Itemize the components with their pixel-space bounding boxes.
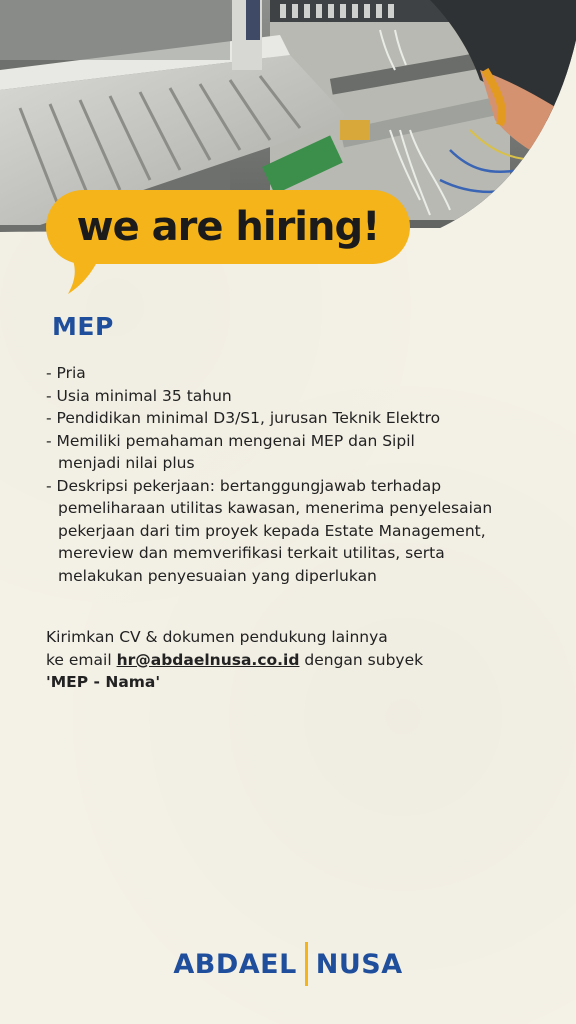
email-link[interactable]: hr@abdaelnusa.co.id — [116, 650, 300, 669]
requirement-item-continued: menjadi nilai plus — [58, 454, 195, 472]
brand-name-right: NUSA — [315, 948, 403, 980]
requirement-item: - Pendidikan minimal D3/S1, jurusan Teknik Elektro — [46, 409, 441, 427]
requirement-item-continued: pemeliharaan utilitas kawasan, menerima penyelesaian — [58, 499, 493, 517]
bubble-tail — [62, 250, 108, 296]
requirement-item: - Pria — [46, 364, 86, 382]
hiring-headline: we are hiring! — [76, 204, 380, 250]
requirement-item: - Memiliki pemahaman mengenai MEP dan Sipil — [46, 431, 415, 450]
requirement-item-continued: mereview dan memverifikasi terkait utilitas, serta — [58, 544, 445, 562]
email-subject: 'MEP - Nama' — [46, 673, 161, 691]
contact-info — [46, 626, 526, 694]
requirement-item: - Deskripsi pekerjaan: bertanggungjawab terhadap — [46, 476, 442, 495]
job-title: MEP — [52, 312, 114, 341]
requirement-item-continued: pekerjaan dari tim proyek kepada Estate Management, — [58, 521, 486, 540]
contact-line-1: Kirimkan CV & dokumen pendukung lainnya — [46, 628, 388, 646]
requirement-item: - Usia minimal 35 tahun — [46, 386, 232, 405]
brand-logo — [0, 940, 576, 988]
contact-suffix: dengan subyek — [299, 650, 424, 669]
requirements-list — [46, 362, 516, 587]
contact-line-2 — [46, 649, 526, 672]
requirement-item-continued: melakukan penyesuaian yang diperlukan — [58, 566, 377, 585]
brand-divider — [305, 942, 308, 986]
contact-prefix: ke email — [46, 650, 117, 669]
brand-name-left: ABDAEL — [173, 948, 297, 980]
